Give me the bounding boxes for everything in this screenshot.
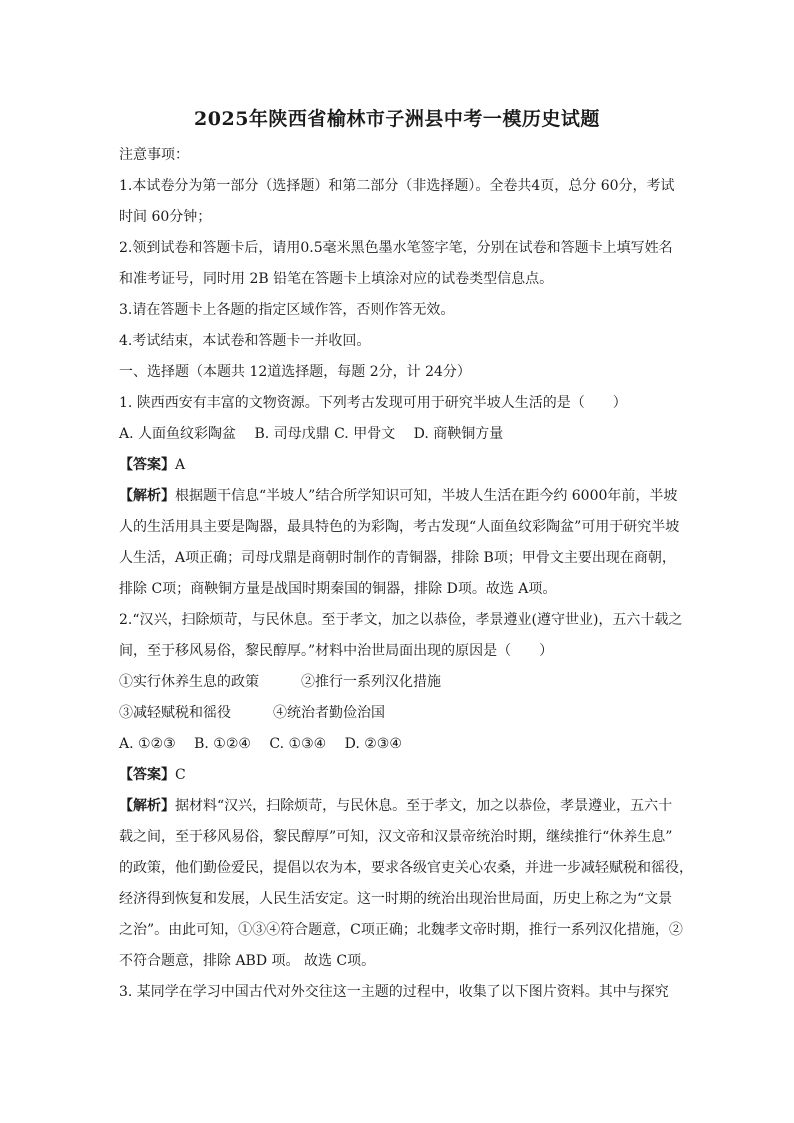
analysis-label: 【解析】	[119, 798, 175, 814]
q2-analysis-line-4: 经济得到恢复和发展，人民生活安定。这一时期的统治出现治世局面，历史上称之为“文景	[119, 891, 673, 907]
analysis-text: 根据题干信息“半坡人”结合所学知识可知，半坡人生活在距今约 6000年前，半坡	[175, 488, 678, 504]
q1-analysis-line-3: 人生活，A项正确；司母戊鼎是商朝时制作的青铜器，排除 B项；甲骨文主要出现在商朝，	[119, 550, 676, 566]
analysis-label: 【解析】	[119, 488, 175, 504]
q2-analysis-line-1	[119, 796, 679, 816]
notice-line-5: 3.请在答题卡上各题的指定区域作答，否则作答无效。	[119, 302, 455, 318]
q1-options: A. 人面鱼纹彩陶盆 B. 司母戊鼎 C. 甲骨文 D. 商鞅铜方量	[119, 426, 504, 442]
q1-analysis-line-2: 人的生活用具主要是陶器，最具特色的为彩陶，考古发现“人面鱼纹彩陶盆”可用于研究半坡	[119, 519, 680, 535]
q1-stem: 1. 陕西西安有丰富的文物资源。下列考古发现可用于研究半坡人生活的是（ ）	[119, 395, 627, 411]
section-heading: 一、选择题（本题共 12道选择题，每题 2分，计 24分）	[119, 364, 471, 380]
notice-line-1: 1.本试卷分为第一部分（选择题）和第二部分（非选择题）。全卷共4页，总分 60分，考试	[119, 178, 675, 194]
notice-line-4: 和准考证号，同时用 2B 铅笔在答题卡上填涂对应的试卷类型信息点。	[119, 271, 554, 287]
q1-analysis-line-4: 排除 C项；商鞅铜方量是战国时期秦国的铜器，排除 D项。故选 A项。	[119, 581, 557, 597]
q2-options: A. ①②③ B. ①②④ C. ①③④ D. ②③④	[119, 736, 402, 752]
q2-answer	[119, 765, 679, 785]
answer-value: C	[175, 767, 186, 783]
answer-label: 【答案】	[119, 457, 175, 473]
q2-items-line-1: ①实行休养生息的政策 ②推行一系列汉化措施	[119, 674, 441, 690]
q2-stem-line-1: 2.“汉兴，扫除烦苛，与民休息。至于孝文，加之以恭俭，孝景遵业(遵守世业)，五六十载之	[119, 612, 683, 628]
notice-line-2: 时间 60分钟；	[119, 209, 212, 225]
q2-items-line-2: ③减轻赋税和徭役 ④统治者勤俭治国	[119, 705, 385, 721]
q2-analysis-line-5: 之治”。由此可知，①③④符合题意，C项正确；北魏孝文帝时期，推行一系列汉化措施，②	[119, 922, 683, 938]
q2-analysis-line-3: 的政策，他们勤俭爱民，提倡以农为本，要求各级官吏关心农桑，并进一步减轻赋税和徭役，	[119, 860, 693, 876]
answer-label: 【答案】	[119, 767, 175, 783]
notice-line-6: 4.考试结束，本试卷和答题卡一并收回。	[119, 333, 371, 349]
q1-answer	[119, 455, 679, 475]
analysis-text: 据材料“汉兴，扫除烦苛，与民休息。至于孝文，加之以恭俭，孝景遵业，五六十	[175, 798, 673, 814]
page-title: 2025年陕西省榆林市子洲县中考一模历史试题	[194, 108, 600, 130]
q2-stem-line-2: 间，至于移风易俗，黎民醇厚。”材料中治世局面出现的原因是（ ）	[119, 643, 554, 659]
notice-line-3: 2.领到试卷和答题卡后，请用0.5毫米黑色墨水笔签字笔，分别在试卷和答题卡上填写姓名	[119, 240, 673, 256]
q1-analysis-line-1	[119, 486, 679, 506]
answer-value: A	[175, 457, 186, 473]
q2-analysis-line-6: 不符合题意，排除 ABD 项。 故选 C项。	[119, 953, 376, 969]
q2-analysis-line-2: 载之间，至于移风易俗，黎民醇厚”可知，汉文帝和汉景帝统治时期，继续推行“休养生息”	[119, 829, 673, 845]
q3-stem: 3. 某同学在学习中国古代对外交往这一主题的过程中，收集了以下图片资料。其中与探究	[119, 984, 669, 1000]
notice-heading: 注意事项：	[119, 147, 189, 163]
